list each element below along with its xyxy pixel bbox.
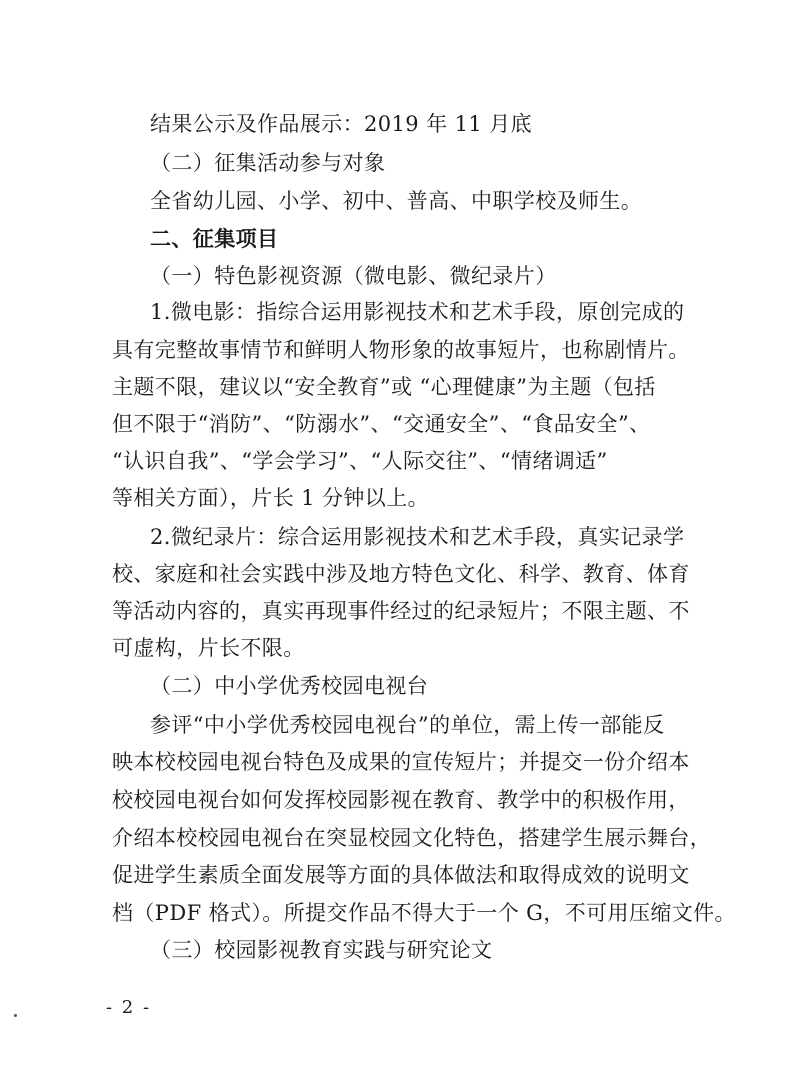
micro-documentary-paragraph-line-4: 可虚构，片长不限。 [112,636,305,660]
subsection-school-tv-heading: （二）中小学优秀校园电视台 [150,674,429,698]
school-tv-paragraph-line-6: 档（PDF 格式）。所提交作品不得大于一个 G，不可用压缩文件。 [112,901,736,925]
micro-film-paragraph-line-5: “认识自我”、“学会学习”、“人际交往”、“情绪调适” [112,449,608,473]
subsection-film-resources-heading: （一）特色影视资源（微电影、微纪录片） [150,264,557,288]
participants-text: 全省幼儿园、小学、初中、普高、中职学校及师生。 [150,189,643,213]
scan-speck [14,1014,17,1017]
micro-documentary-paragraph-line-1: 2.微纪录片：综合运用影视技术和艺术手段，真实记录学 [150,525,685,549]
school-tv-paragraph-line-1: 参评“中小学优秀校园电视台”的单位，需上传一部能反 [150,713,665,737]
school-tv-paragraph-line-3: 校校园电视台如何发挥校园影视在教育、教学中的积极作用， [112,788,690,812]
section-collection-items-heading: 二、征集项目 [150,226,279,251]
micro-film-paragraph-line-1: 1.微电影：指综合运用影视技术和艺术手段，原创完成的 [150,300,685,324]
result-date-line: 结果公示及作品展示：2019 年 11 月底 [150,112,532,136]
school-tv-paragraph-line-4: 介绍本校校园电视台在突显校园文化特色，搭建学生展示舞台， [112,826,712,850]
school-tv-paragraph-line-5: 促进学生素质全面发展等方面的具体做法和取得成效的说明文 [112,863,690,887]
micro-film-paragraph-line-3: 主题不限，建议以“安全教育”或 “心理健康”为主题（包括 [112,375,656,399]
micro-documentary-paragraph-line-2: 校、家庭和社会实践中涉及地方特色文化、科学、教育、体育 [112,562,690,586]
school-tv-paragraph-line-2: 映本校校园电视台特色及成果的宣传短片；并提交一份介绍本 [112,750,690,774]
subsection-research-paper-heading: （三）校园影视教育实践与研究论文 [150,938,493,962]
micro-documentary-paragraph-line-3: 等活动内容的，真实再现事件经过的纪录短片；不限主题、不 [112,599,690,623]
micro-film-paragraph-line-6: 等相关方面），片长 1 分钟以上。 [112,486,430,510]
micro-film-paragraph-line-4: 但不限于“消防”、“防溺水”、“交通安全”、“食品安全”、 [112,412,651,436]
page-number: - 2 - [106,997,152,1018]
micro-film-paragraph-line-2: 具有完整故事情节和鲜明人物形象的故事短片，也称剧情片。 [112,338,690,362]
subsection-participants-heading: （二）征集活动参与对象 [150,151,386,175]
